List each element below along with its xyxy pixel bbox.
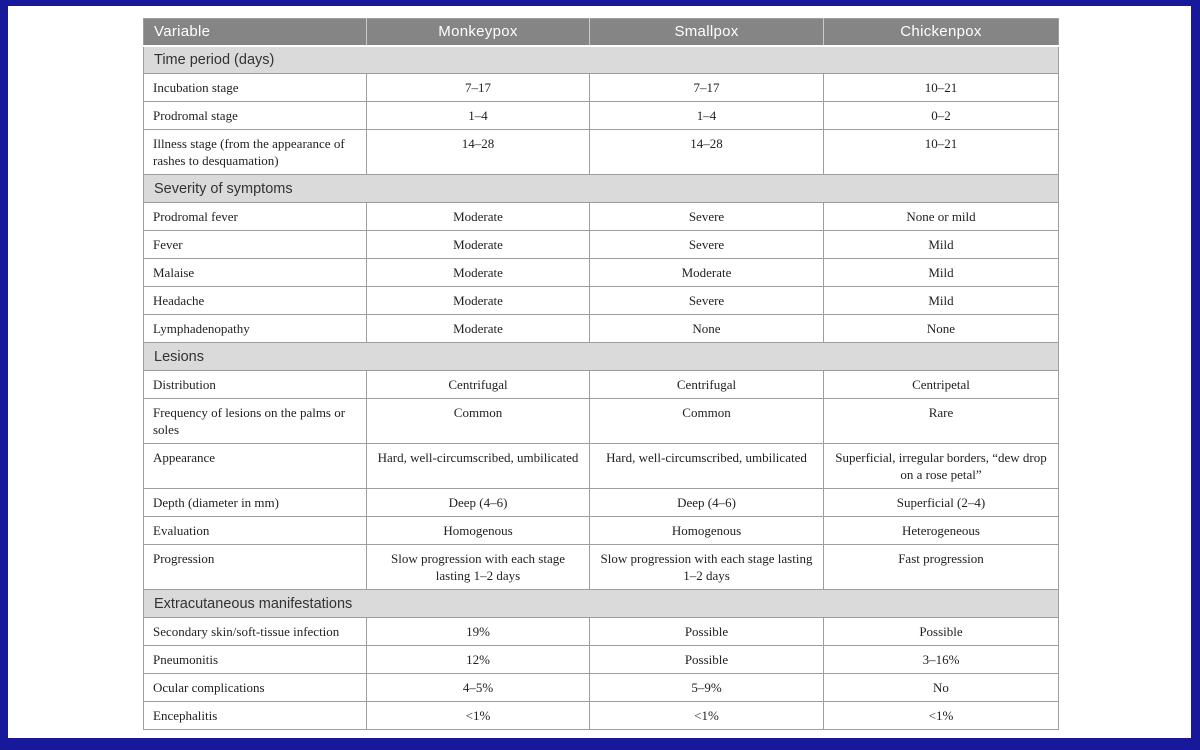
value-cell: Fast progression bbox=[824, 545, 1059, 590]
value-cell: Centripetal bbox=[824, 371, 1059, 399]
value-cell: Moderate bbox=[367, 315, 590, 343]
table-row bbox=[144, 399, 1059, 444]
table-row bbox=[144, 517, 1059, 545]
row-label-cell: Headache bbox=[144, 287, 367, 315]
table-row bbox=[144, 444, 1059, 489]
value-cell: Centrifugal bbox=[590, 371, 824, 399]
value-cell: Homogenous bbox=[367, 517, 590, 545]
section-title: Severity of symptoms bbox=[144, 175, 1059, 203]
value-cell: Possible bbox=[824, 618, 1059, 646]
value-cell: None bbox=[824, 315, 1059, 343]
value-cell: 19% bbox=[367, 618, 590, 646]
value-cell: 5–9% bbox=[590, 674, 824, 702]
value-cell: 7–17 bbox=[367, 74, 590, 102]
value-cell: 4–5% bbox=[367, 674, 590, 702]
row-label-cell: Illness stage (from the appearance of rashes to desquamation) bbox=[144, 130, 367, 175]
table-row bbox=[144, 203, 1059, 231]
value-cell: Homogenous bbox=[590, 517, 824, 545]
table-row bbox=[144, 231, 1059, 259]
row-label-cell: Incubation stage bbox=[144, 74, 367, 102]
row-label-cell: Encephalitis bbox=[144, 702, 367, 730]
value-cell: Superficial, irregular borders, “dew drop on a rose petal” bbox=[824, 444, 1059, 489]
value-cell: None or mild bbox=[824, 203, 1059, 231]
value-cell: Heterogeneous bbox=[824, 517, 1059, 545]
column-header-row bbox=[144, 19, 1059, 46]
table-row bbox=[144, 74, 1059, 102]
value-cell: 1–4 bbox=[590, 102, 824, 130]
section-header-row bbox=[144, 343, 1059, 371]
table-container bbox=[143, 18, 1059, 730]
row-label-cell: Depth (diameter in mm) bbox=[144, 489, 367, 517]
section-title: Lesions bbox=[144, 343, 1059, 371]
table-row bbox=[144, 102, 1059, 130]
value-cell: Moderate bbox=[367, 259, 590, 287]
row-label-cell: Fever bbox=[144, 231, 367, 259]
column-header-monkeypox: Monkeypox bbox=[367, 19, 590, 46]
value-cell: Mild bbox=[824, 231, 1059, 259]
row-label-cell: Lymphadenopathy bbox=[144, 315, 367, 343]
value-cell: Severe bbox=[590, 231, 824, 259]
row-label-cell: Evaluation bbox=[144, 517, 367, 545]
row-label-cell: Appearance bbox=[144, 444, 367, 489]
value-cell: 7–17 bbox=[590, 74, 824, 102]
table-row bbox=[144, 130, 1059, 175]
value-cell: Slow progression with each stage lasting 1–2 days bbox=[367, 545, 590, 590]
value-cell: <1% bbox=[824, 702, 1059, 730]
value-cell: Possible bbox=[590, 646, 824, 674]
value-cell: Mild bbox=[824, 287, 1059, 315]
value-cell: 10–21 bbox=[824, 130, 1059, 175]
table-row bbox=[144, 545, 1059, 590]
value-cell: Deep (4–6) bbox=[590, 489, 824, 517]
value-cell: Moderate bbox=[367, 203, 590, 231]
row-label-cell: Pneumonitis bbox=[144, 646, 367, 674]
value-cell: 10–21 bbox=[824, 74, 1059, 102]
section-title: Extracutaneous manifestations bbox=[144, 590, 1059, 618]
table-row bbox=[144, 702, 1059, 730]
section-header-row bbox=[144, 46, 1059, 74]
value-cell: Common bbox=[590, 399, 824, 444]
value-cell: 0–2 bbox=[824, 102, 1059, 130]
value-cell: 1–4 bbox=[367, 102, 590, 130]
value-cell: Hard, well-circumscribed, umbilicated bbox=[367, 444, 590, 489]
column-header-chickenpox: Chickenpox bbox=[824, 19, 1059, 46]
value-cell: Possible bbox=[590, 618, 824, 646]
column-header-variable: Variable bbox=[144, 19, 367, 46]
row-label-cell: Prodromal fever bbox=[144, 203, 367, 231]
value-cell: 3–16% bbox=[824, 646, 1059, 674]
value-cell: Severe bbox=[590, 287, 824, 315]
value-cell: <1% bbox=[367, 702, 590, 730]
value-cell: 14–28 bbox=[367, 130, 590, 175]
table-row bbox=[144, 674, 1059, 702]
row-label-cell: Frequency of lesions on the palms or soles bbox=[144, 399, 367, 444]
row-label-cell: Malaise bbox=[144, 259, 367, 287]
section-title: Time period (days) bbox=[144, 46, 1059, 74]
row-label-cell: Secondary skin/soft-tissue infection bbox=[144, 618, 367, 646]
value-cell: Superficial (2–4) bbox=[824, 489, 1059, 517]
value-cell: Severe bbox=[590, 203, 824, 231]
table-row bbox=[144, 259, 1059, 287]
value-cell: Hard, well-circumscribed, umbilicated bbox=[590, 444, 824, 489]
row-label-cell: Progression bbox=[144, 545, 367, 590]
value-cell: None bbox=[590, 315, 824, 343]
table-row bbox=[144, 287, 1059, 315]
page bbox=[8, 6, 1191, 738]
value-cell: <1% bbox=[590, 702, 824, 730]
value-cell: Common bbox=[367, 399, 590, 444]
value-cell: Slow progression with each stage lasting 1–2 days bbox=[590, 545, 824, 590]
table-row bbox=[144, 618, 1059, 646]
value-cell: Moderate bbox=[367, 231, 590, 259]
value-cell: 14–28 bbox=[590, 130, 824, 175]
row-label-cell: Ocular complications bbox=[144, 674, 367, 702]
value-cell: Mild bbox=[824, 259, 1059, 287]
value-cell: Deep (4–6) bbox=[367, 489, 590, 517]
value-cell: 12% bbox=[367, 646, 590, 674]
pox-comparison-table bbox=[143, 18, 1059, 730]
section-header-row bbox=[144, 590, 1059, 618]
value-cell: Moderate bbox=[590, 259, 824, 287]
value-cell: Rare bbox=[824, 399, 1059, 444]
column-header-smallpox: Smallpox bbox=[590, 19, 824, 46]
value-cell: Moderate bbox=[367, 287, 590, 315]
table-row bbox=[144, 315, 1059, 343]
table-row bbox=[144, 646, 1059, 674]
section-header-row bbox=[144, 175, 1059, 203]
row-label-cell: Distribution bbox=[144, 371, 367, 399]
value-cell: No bbox=[824, 674, 1059, 702]
table-row bbox=[144, 489, 1059, 517]
table-row bbox=[144, 371, 1059, 399]
row-label-cell: Prodromal stage bbox=[144, 102, 367, 130]
value-cell: Centrifugal bbox=[367, 371, 590, 399]
